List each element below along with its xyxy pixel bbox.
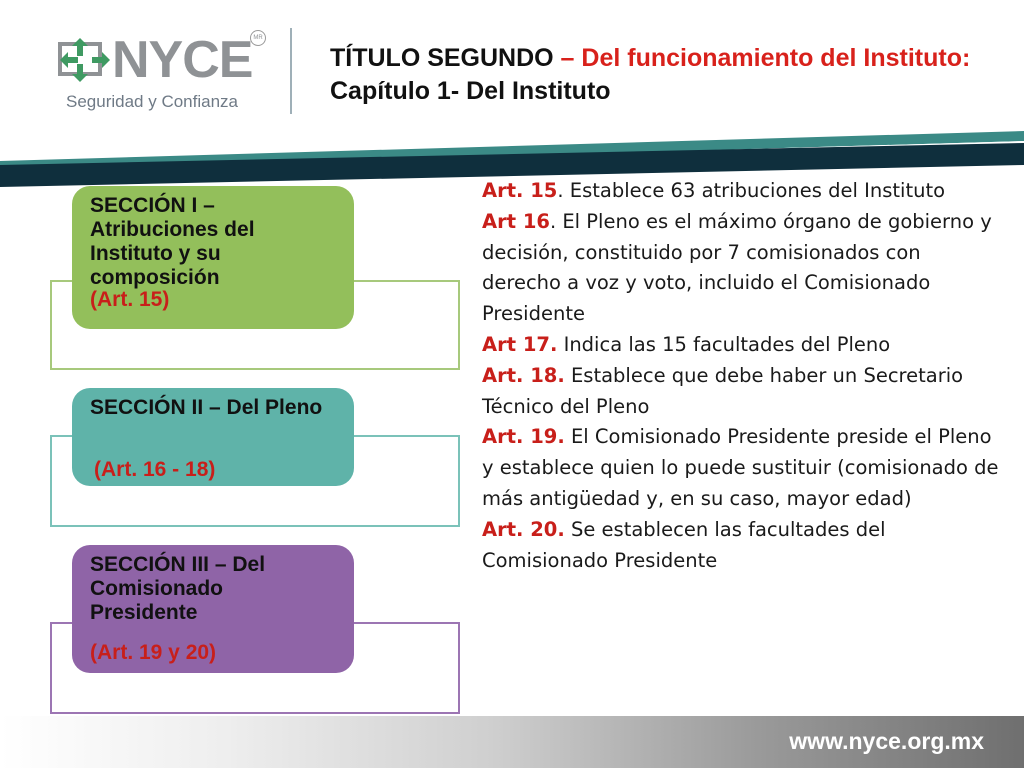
section-3-card [72, 545, 354, 673]
article-item [482, 330, 1002, 361]
article-ref: Art. 18. [482, 363, 565, 387]
section-3-ref: (Art. 19 y 20) [90, 641, 217, 664]
registered-mark: MR [250, 30, 266, 46]
footer-url: www.nyce.org.mx [789, 728, 984, 754]
article-text: . Establece 63 atribuciones del Instituto [557, 179, 946, 202]
article-text: El Comisionado Presidente preside el Pleno y establece quien lo puede sustituir (comisionado de más antigüedad y, en su caso, mayor edad) [482, 425, 999, 510]
section-1-ref: (Art. 15) [90, 288, 170, 311]
nyce-logo [58, 30, 268, 115]
logo-arrows-icon [58, 36, 112, 84]
title-part-2: – Del funcionamiento del Instituto: [553, 44, 971, 72]
section-2-card [72, 388, 354, 486]
article-text: . El Pleno es el máximo órgano de gobierno y decisión, constituido por 7 comisionados con derecho a voz y voto, incluido el Comisionado Presidente [482, 209, 992, 326]
article-ref: Art. 19. [482, 425, 565, 449]
article-item [482, 207, 1002, 330]
article-text: Indica las 15 facultades del Pleno [557, 332, 891, 356]
article-item [482, 361, 1002, 423]
article-ref: Art. 15 [482, 179, 558, 202]
article-text: Se establecen las facultades del Comisionado Presidente [482, 517, 886, 572]
article-text: Establece que debe haber un Secretario Técnico del Pleno [482, 363, 964, 418]
section-3-title: SECCIÓN III – Del Comisionado Presidente [90, 553, 266, 624]
logo-tagline: Seguridad y Confianza [66, 92, 239, 111]
title-part-1: TÍTULO SEGUNDO [330, 44, 554, 72]
header-divider [290, 28, 292, 114]
section-2-title: SECCIÓN II – Del Pleno [90, 396, 323, 419]
section-1-title: SECCIÓN I – Atribuciones del Instituto y su composición [90, 194, 255, 289]
logo-wordmark: NYCE [112, 31, 253, 89]
article-item [482, 176, 1002, 207]
articles-list [482, 176, 1002, 576]
section-1-card [72, 186, 354, 329]
article-ref: Art. 20. [482, 517, 565, 541]
article-ref: Art 17. [482, 332, 558, 356]
article-ref: Art 16 [482, 209, 550, 233]
slide-title [330, 42, 1010, 108]
section-2-ref: (Art. 16 - 18) [94, 458, 216, 481]
article-item [482, 515, 1002, 577]
article-item [482, 422, 1002, 514]
title-part-3: Capítulo 1- Del Instituto [330, 77, 611, 105]
